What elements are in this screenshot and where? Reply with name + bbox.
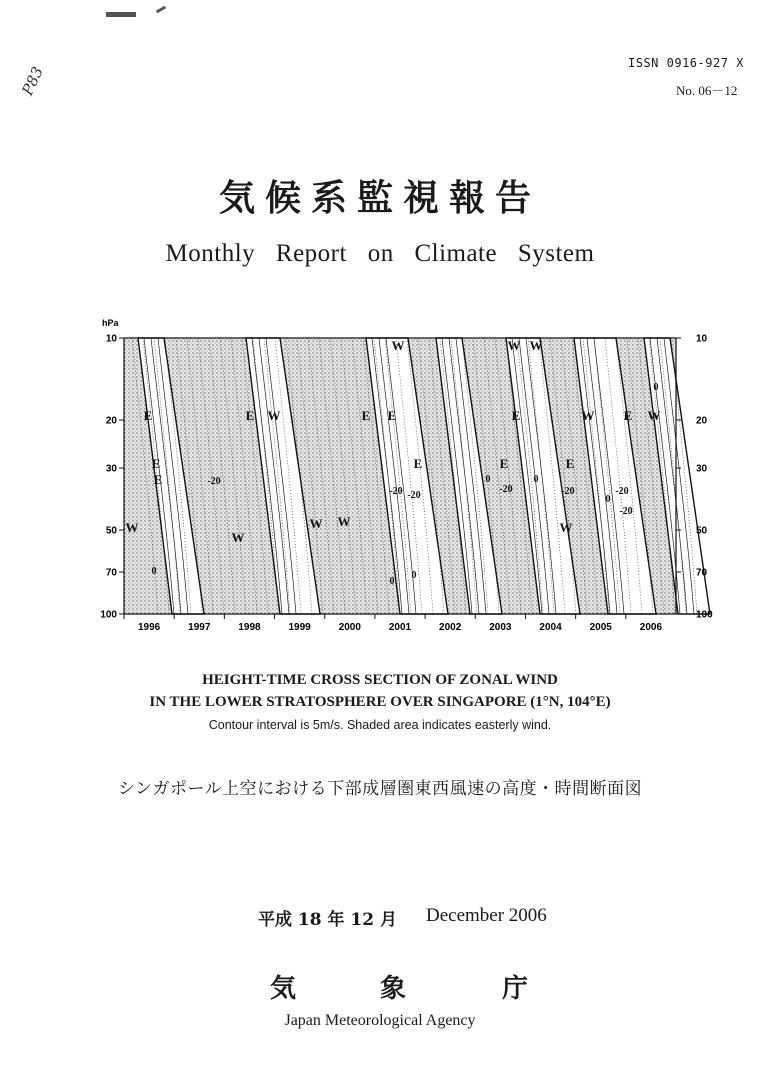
handwritten-note: P83 (18, 63, 47, 99)
wind-label: W (309, 516, 323, 531)
wind-label: -20 (407, 490, 421, 501)
wind-label: 0 (533, 474, 539, 485)
wind-label: -20 (207, 476, 221, 487)
wind-label: W (581, 408, 595, 423)
wind-label: 0 (485, 474, 491, 485)
year-tick-label: 2006 (639, 622, 663, 633)
wind-label: 0 (605, 494, 611, 505)
pressure-tick-label: 20 (696, 415, 708, 427)
wind-label: E (387, 408, 397, 423)
caption-line-1: HEIGHT-TIME CROSS SECTION OF ZONAL WIND (202, 672, 558, 688)
wind-label: 0 (151, 566, 157, 577)
wind-label: -20 (389, 486, 403, 497)
year-tick-label: 2005 (589, 622, 612, 633)
wind-label: E (151, 456, 161, 471)
date-japanese: 平成 18 年 12 月 (258, 910, 397, 930)
pressure-tick-label: 10 (105, 333, 117, 345)
pressure-tick-label: 10 (696, 333, 708, 345)
wind-label: W (337, 514, 351, 529)
scan-artifact (106, 12, 136, 17)
wind-label: -20 (619, 506, 633, 517)
wind-label: E (499, 456, 509, 471)
year-tick-label: 2000 (338, 622, 361, 633)
date-english: December 2006 (426, 905, 547, 926)
pressure-tick-label: 100 (100, 609, 117, 621)
wind-label: E (361, 408, 371, 423)
zonal-wind-cross-section-figure (96, 316, 720, 640)
year-tick-label: 2002 (439, 622, 462, 633)
pressure-tick-label: 100 (696, 609, 713, 621)
wind-label: W (391, 338, 405, 353)
wind-label: W (529, 338, 543, 353)
title-japanese: 気候系監視報告 (218, 177, 541, 219)
agency-char-3: 庁 (502, 974, 529, 1004)
wind-label: 0 (653, 382, 659, 393)
wind-label: 0 (411, 570, 417, 581)
caption-japanese: シンガポール上空における下部成層圏東西風速の高度・時間断面図 (117, 779, 643, 799)
wind-label: E (565, 456, 575, 471)
year-tick-label: 1996 (137, 622, 161, 633)
agency-english: Japan Meteorological Agency (284, 1012, 476, 1029)
wind-label: W (267, 408, 281, 423)
wind-label: W (647, 408, 661, 423)
issn-number: ISSN 0916-927 X (628, 56, 744, 70)
left-pressure-axis (100, 334, 124, 621)
wind-label: -20 (615, 486, 629, 497)
pressure-tick-label: 70 (696, 567, 708, 579)
scan-artifact (156, 6, 166, 14)
pressure-tick-label: 30 (105, 463, 117, 475)
year-axis (124, 614, 662, 633)
caption-line-2: IN THE LOWER STRATOSPHERE OVER SINGAPORE (1°N, 104°E) (149, 694, 611, 710)
pressure-tick-label: 50 (105, 525, 117, 537)
year-tick-label: 2004 (539, 622, 562, 633)
wind-label: 0 (389, 576, 395, 587)
wind-label: E (511, 408, 521, 423)
wind-label: E (623, 408, 633, 423)
year-tick-label: 1998 (238, 622, 261, 633)
title-english: Monthly Report on Climate System (165, 240, 595, 267)
wind-label: E (413, 456, 423, 471)
year-tick-label: 2003 (489, 622, 512, 633)
pressure-unit-label: hPa (102, 318, 119, 328)
wind-label: W (507, 338, 521, 353)
caption-line-3: Contour interval is 5m/s. Shaded area indicates easterly wind. (208, 718, 552, 732)
wind-label: W (231, 530, 245, 545)
pressure-tick-label: 50 (696, 525, 708, 537)
wind-label: E (143, 408, 153, 423)
year-tick-label: 1999 (288, 622, 311, 633)
wind-label: W (125, 520, 139, 535)
pressure-tick-label: 30 (696, 463, 708, 475)
wind-label: -20 (499, 484, 513, 495)
wind-label: E (245, 408, 255, 423)
wind-label: E (153, 472, 163, 487)
issue-number: No. 06－12 (676, 83, 738, 98)
agency-char-1: 気 (270, 974, 297, 1004)
year-tick-label: 1997 (188, 622, 211, 633)
pressure-tick-label: 70 (105, 567, 117, 579)
wind-label: -20 (561, 486, 575, 497)
wind-label: W (559, 520, 573, 535)
pressure-tick-label: 20 (105, 415, 117, 427)
agency-char-2: 象 (380, 974, 407, 1004)
year-tick-label: 2001 (388, 622, 412, 633)
